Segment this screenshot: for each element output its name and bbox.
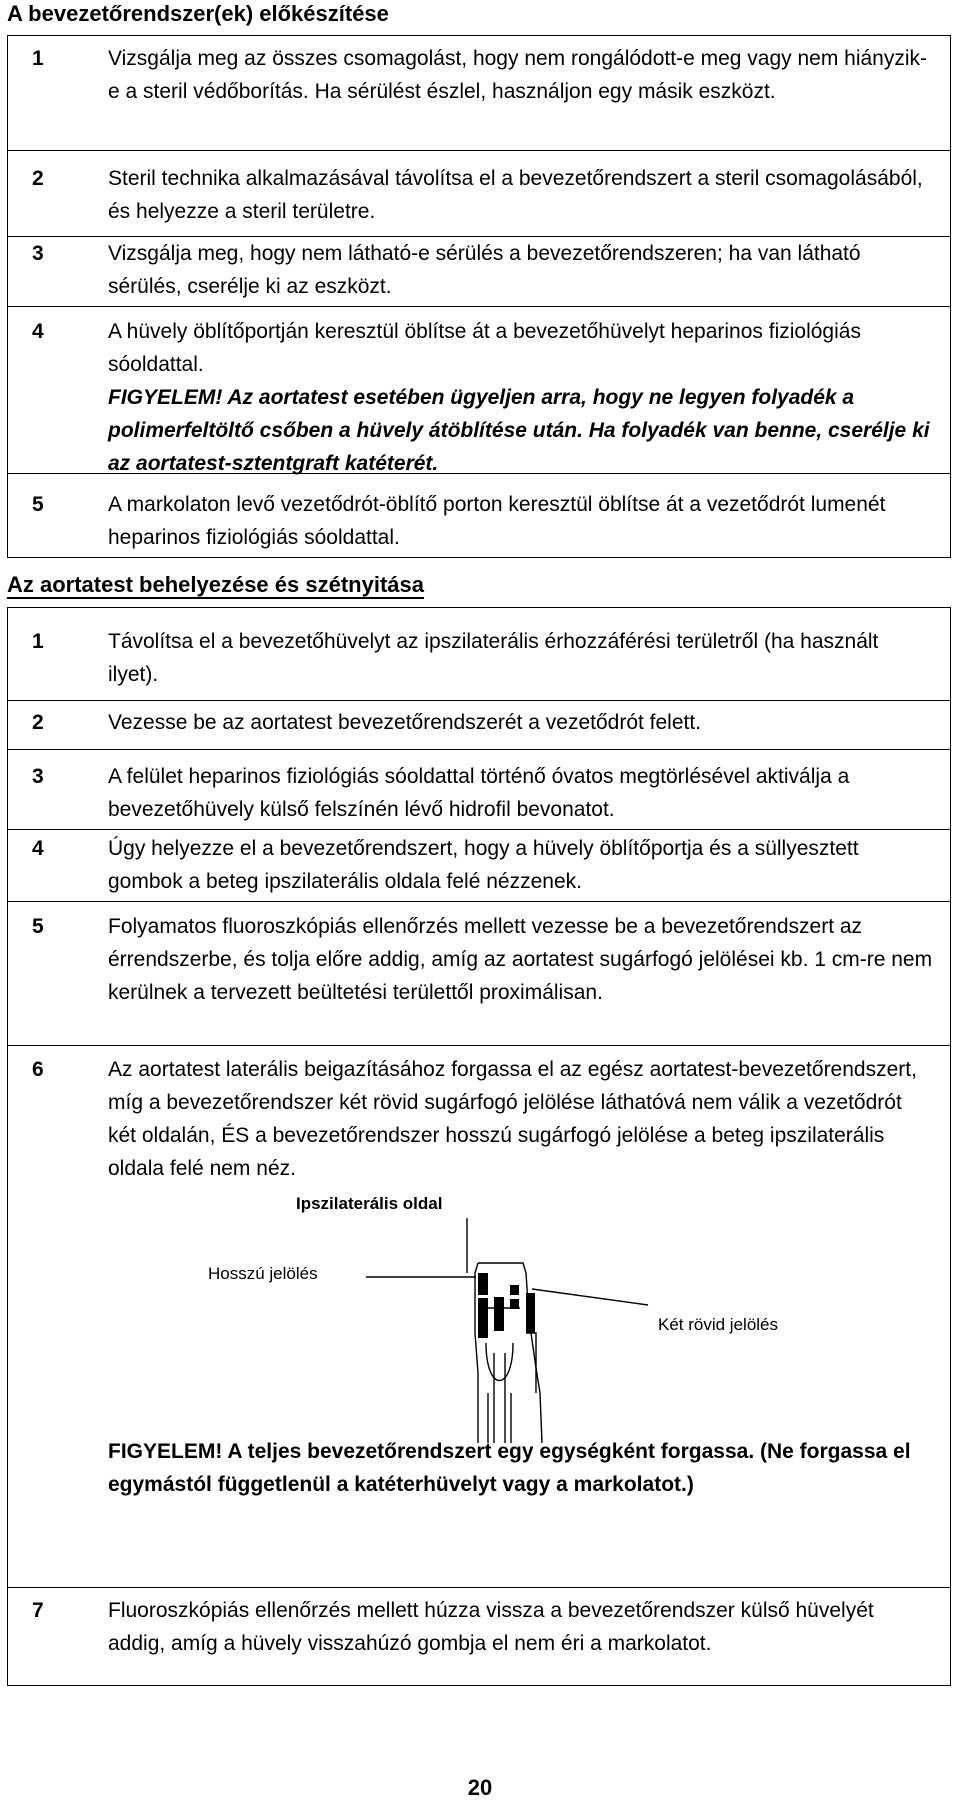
step-text: A hüvely öblítőportján keresztül öblítse át a bevezetőhüvelyt heparinos fiziológiás sóoldattal. bbox=[108, 320, 861, 376]
step-text: Steril technika alkalmazásával távolítsa el a bevezetőrendszert a steril csomagolásából, és helyezze a steril területre. bbox=[108, 167, 923, 223]
step-number: 4 bbox=[32, 837, 44, 860]
step-number: 2 bbox=[32, 711, 44, 734]
section-title-preparation: A bevezetőrendszer(ek) előkészítése bbox=[7, 1, 389, 26]
steps-box-insertion bbox=[7, 607, 951, 1686]
step-number: 3 bbox=[32, 765, 44, 788]
divider bbox=[8, 829, 950, 830]
step-text: Az aortatest laterális beigazításához forgassa el az egész aortatest-bevezetőrendszert, míg a bevezetőrendszer két rövid sugárfogó jelölése láthatóvá nem válik a vezetődrót két oldalán, ÉS a bevezetőrendszer hosszú sugárfogó jelölése a beteg ipszilaterális oldala felé nem néz. bbox=[108, 1058, 917, 1180]
step-text: A markolaton levő vezetődrót-öblítő porton keresztül öblítse át a vezetődrót lumenét heparinos fiziológiás sóoldattal. bbox=[108, 493, 886, 549]
step-number: 1 bbox=[32, 47, 44, 70]
figure-label-ipsilateral: Ipszilaterális oldal bbox=[296, 1194, 443, 1213]
step-number: 4 bbox=[32, 320, 44, 343]
step-text: Vizsgálja meg az összes csomagolást, hogy nem rongálódott-e meg vagy nem hiányzik-e a steril védőborítás. Ha sérülést észlel, használjon egy másik eszközt. bbox=[108, 47, 928, 103]
step-text: Vezesse be az aortatest bevezetőrendszerét a vezetődrót felett. bbox=[108, 711, 702, 734]
divider bbox=[8, 749, 950, 750]
divider bbox=[8, 306, 950, 307]
step-text: Fluoroszkópiás ellenőrzés mellett húzza vissza a bevezetőrendszer külső hüvelyét addig, amíg a hüvely visszahúzó gombja el nem éri a markolatot. bbox=[108, 1599, 874, 1655]
step-text: Távolítsa el a bevezetőhüvelyt az ipszilaterális érhozzáférési területről (ha használt ilyet). bbox=[108, 630, 879, 686]
divider bbox=[8, 150, 950, 151]
figure-label-short-markers: Két rövid jelölés bbox=[658, 1315, 779, 1334]
step-number: 1 bbox=[32, 630, 44, 653]
figure-label-long-marker: Hosszú jelölés bbox=[208, 1264, 318, 1283]
delivery-system-drawing bbox=[8, 1193, 948, 1463]
step-number: 3 bbox=[32, 242, 44, 265]
warning-text: FIGYELEM! A teljes bevezetőrendszert egy egységként forgassa. (Ne forgassa el egymástól függetlenül a katéterhüvelyt vagy a markolatot.) bbox=[108, 1440, 911, 1496]
warning-text: FIGYELEM! Az aortatest esetében ügyeljen arra, hogy ne legyen folyadék a polimerfeltöltő csőben a hüvely átöblítése után. Ha folyadék van benne, cserélje ki az aortatest-sztentgraft katéterét. bbox=[108, 386, 930, 475]
divider bbox=[8, 1587, 950, 1588]
step-number: 5 bbox=[32, 493, 44, 516]
section-title-insertion bbox=[7, 571, 424, 599]
step-text: Úgy helyezze el a bevezetőrendszert, hogy a hüvely öblítőportja és a süllyesztett gombok a beteg ipszilaterális oldala felé nézzenek. bbox=[108, 837, 859, 893]
step-text: Vizsgálja meg, hogy nem látható-e sérülés a bevezetőrendszeren; ha van látható sérülés, cserélje ki az eszközt. bbox=[108, 242, 861, 298]
divider bbox=[8, 901, 950, 902]
steps-box-preparation bbox=[7, 35, 951, 558]
step-number: 7 bbox=[32, 1599, 44, 1622]
step-text: A felület heparinos fiziológiás sóoldattal történő óvatos megtörlésével aktiválja a bevezetőhüvely külső felszínén lévő hidrofil bevonatot. bbox=[108, 765, 850, 821]
step-number: 2 bbox=[32, 167, 44, 190]
divider bbox=[8, 700, 950, 701]
step-number: 5 bbox=[32, 915, 44, 938]
page-number: 20 bbox=[467, 1775, 493, 1800]
step-text: Folyamatos fluoroszkópiás ellenőrzés mellett vezesse be a bevezetőrendszert az érrendszerbe, és tolja előre addig, amíg az aortatest sugárfogó jelölései kb. 1 cm-re nem kerülnek a tervezett beültetési területtől proximálisan. bbox=[108, 915, 933, 1004]
divider bbox=[8, 1045, 950, 1046]
section-title-text: Az aortatest behelyezése és szétnyitása bbox=[7, 572, 424, 597]
divider bbox=[8, 473, 950, 474]
step-number: 6 bbox=[32, 1058, 44, 1081]
